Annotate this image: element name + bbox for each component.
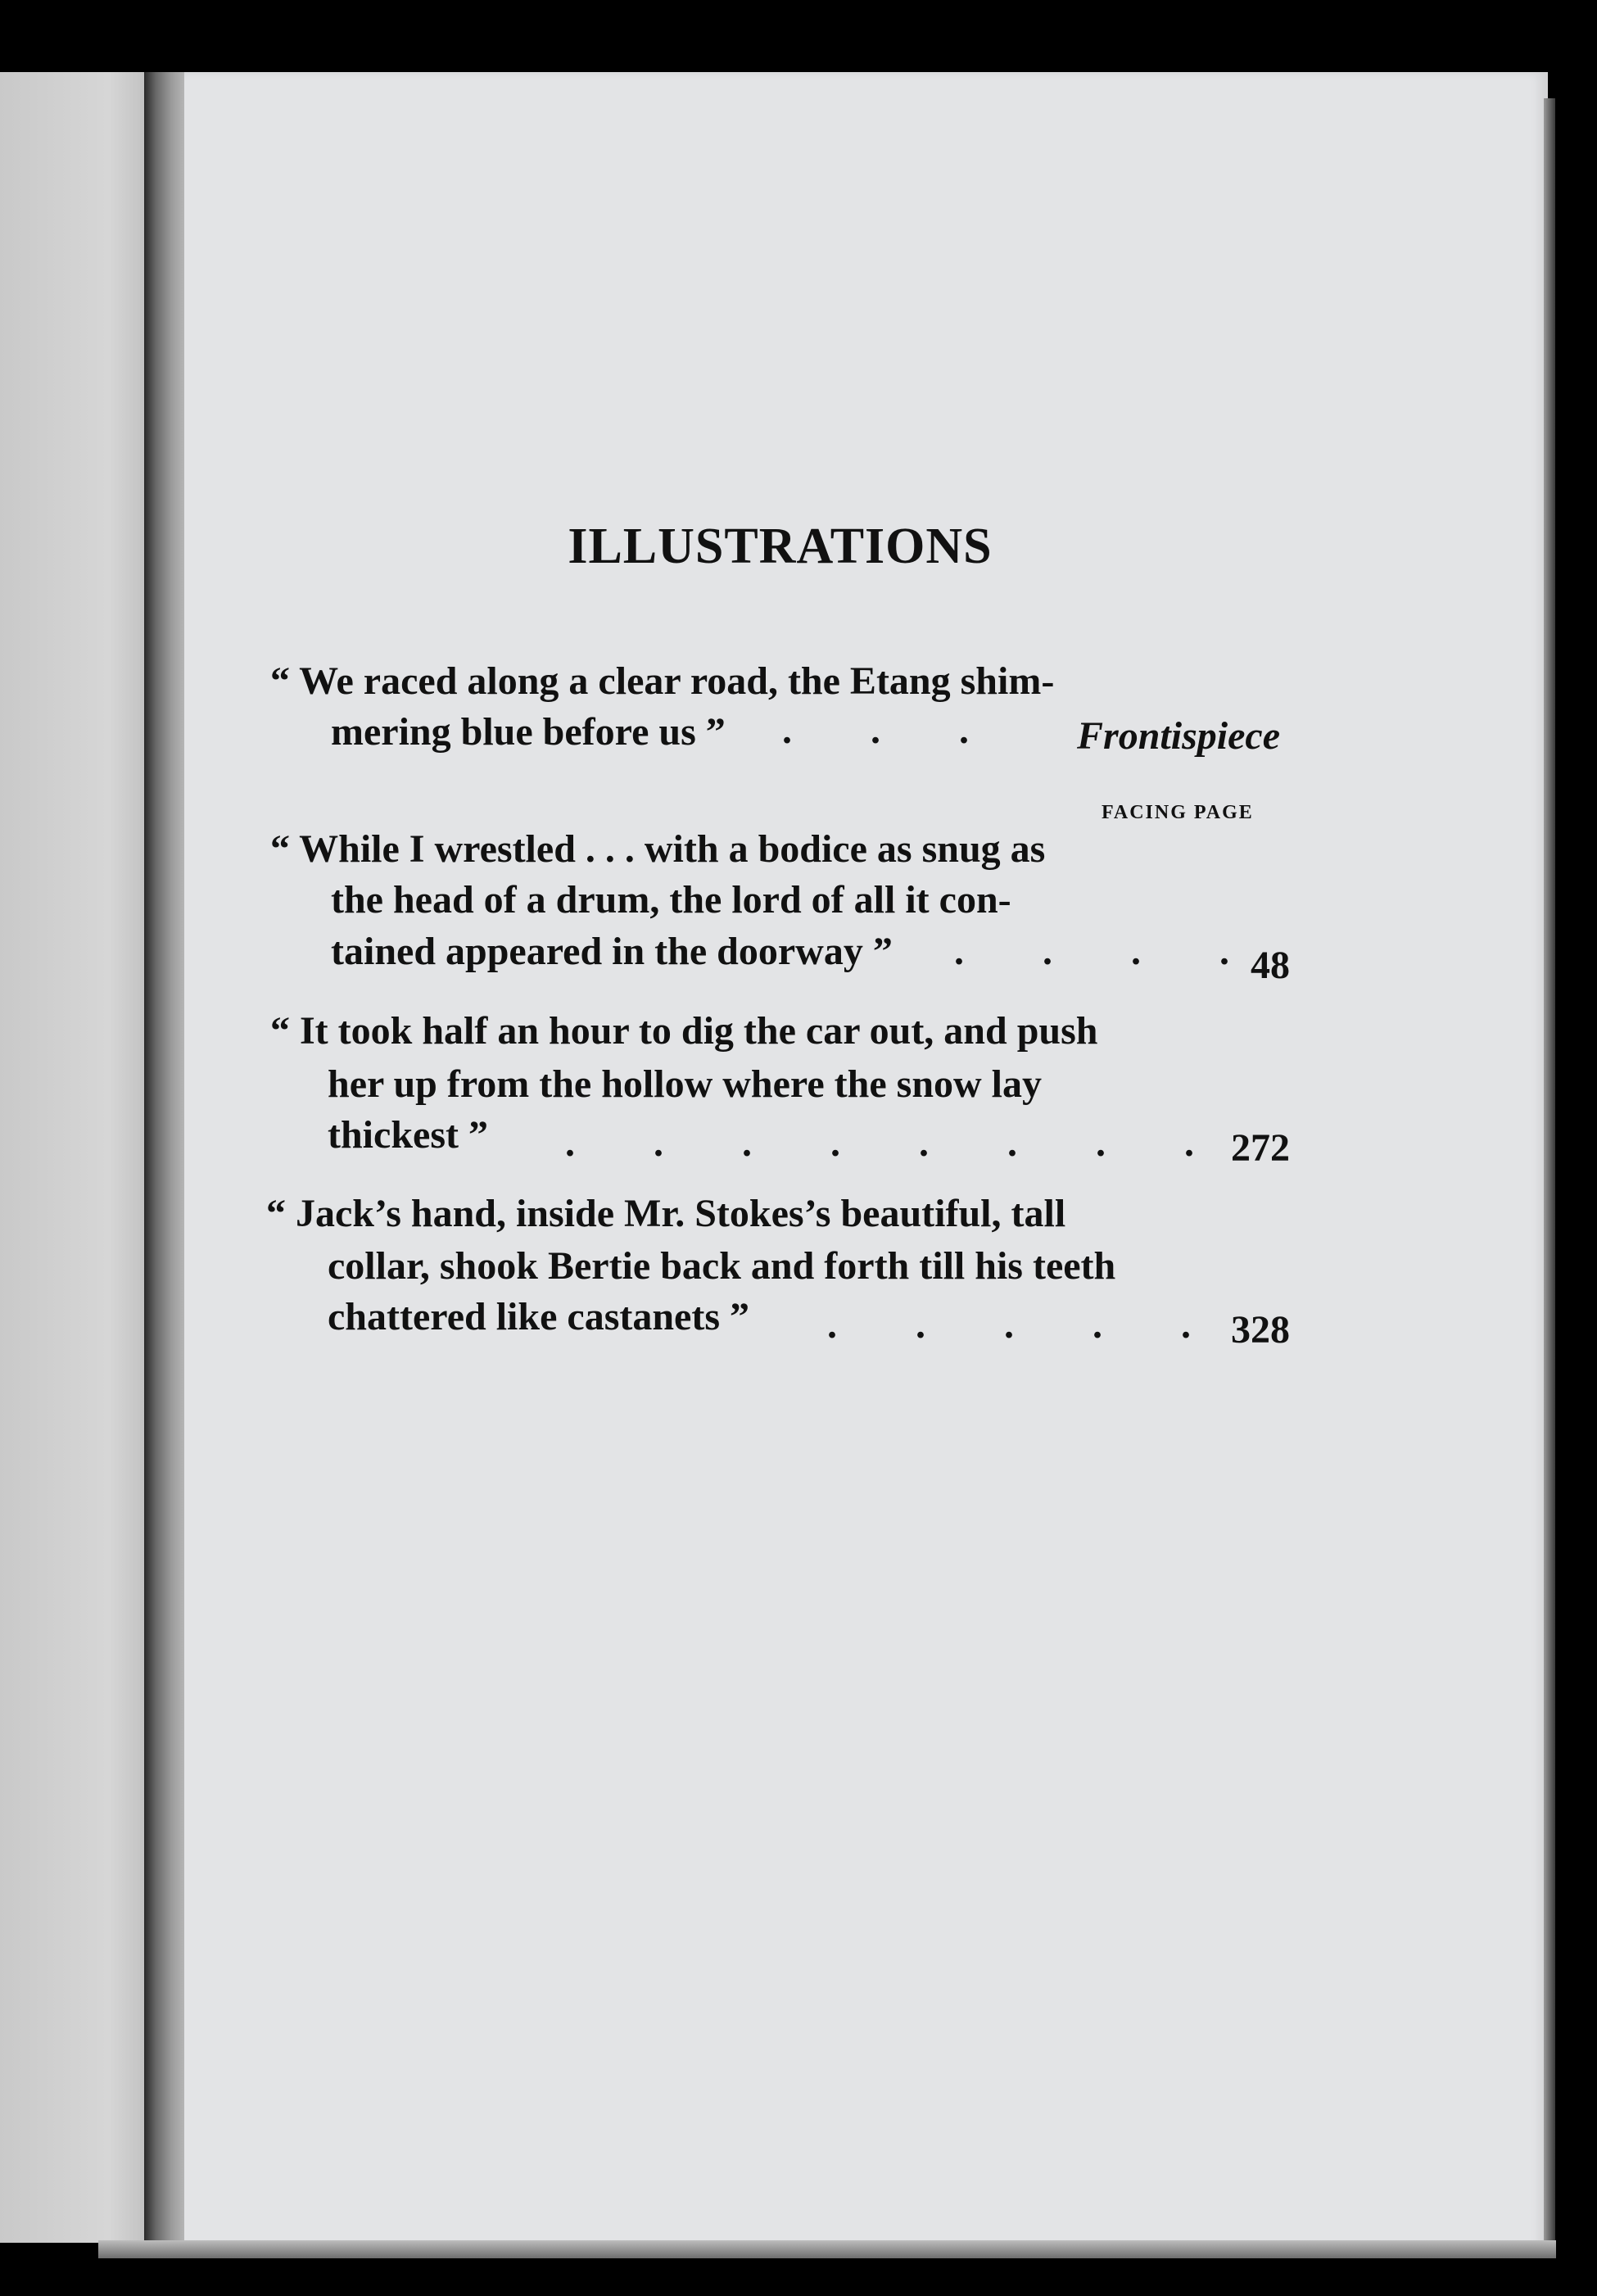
dot-leader: . . . . — [954, 930, 1229, 973]
page-number: 328 — [1231, 1308, 1290, 1352]
facing-left-page — [0, 72, 156, 2243]
facing-page-label: FACING PAGE — [1102, 802, 1254, 823]
entry-line: the head of a drum, the lord of all it con- — [331, 878, 1011, 922]
page-bottom-edge — [98, 2240, 1556, 2258]
entry-line: her up from the hollow where the snow lay — [328, 1062, 1043, 1106]
page-title: ILLUSTRATIONS — [568, 519, 993, 574]
entry-line: thickest ” — [328, 1113, 488, 1157]
entry-line: collar, shook Bertie back and forth till his teeth — [328, 1244, 1116, 1288]
entry-line: mering blue before us ” — [331, 710, 726, 754]
entry-line: “ It took half an hour to dig the car out, and push — [270, 1009, 1098, 1053]
entry-line: tained appeared in the doorway ” — [331, 930, 893, 973]
page-number: 272 — [1231, 1126, 1290, 1170]
dot-leader: . . . . . . . . — [565, 1121, 1194, 1165]
page-number: 48 — [1251, 944, 1290, 987]
dot-leader: . . . . . — [827, 1303, 1191, 1347]
entry-line: “ Jack’s hand, inside Mr. Stokes’s beautiful, tall — [266, 1192, 1066, 1235]
page-right-edge — [1544, 98, 1555, 2244]
entry-line: chattered like castanets ” — [328, 1295, 750, 1338]
entry-line: “ We raced along a clear road, the Etang shim- — [270, 659, 1055, 703]
frontispiece-label: Frontispiece — [1077, 714, 1280, 758]
dot-leader: . . . — [782, 709, 969, 752]
entry-line: “ While I wrestled . . . with a bodice as snug as — [270, 827, 1046, 871]
